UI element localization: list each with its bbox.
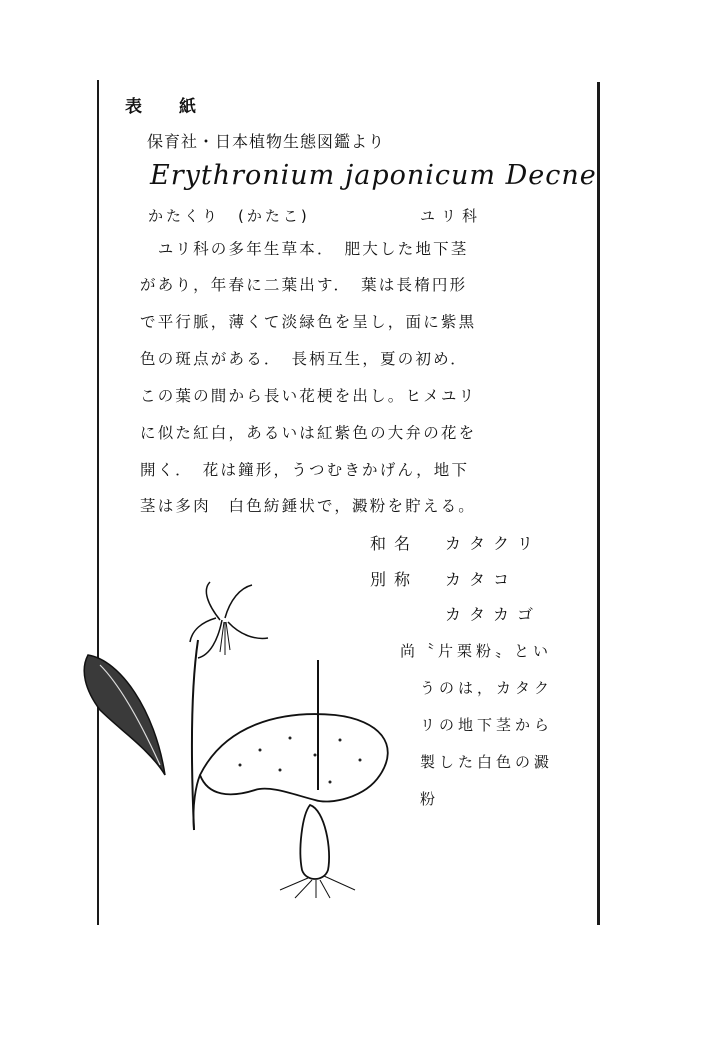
right-margin-rule	[597, 82, 600, 925]
scientific-name: Erythronium japonicum Decne	[150, 160, 597, 191]
betsumei-value-1: カタコ	[445, 570, 518, 589]
dark-leaf	[84, 655, 165, 775]
wamei-value: カタクリ	[445, 534, 542, 553]
description-line: 開く． 花は鐘形，うつむきかげん，地下	[140, 461, 470, 479]
betsumei-value-2: カタカゴ	[445, 605, 542, 624]
wamei-label: 和名	[370, 534, 419, 553]
note-line: リの地下茎から	[420, 716, 554, 734]
note-line: 製した白色の澱	[420, 753, 554, 771]
bulb	[300, 805, 329, 879]
source-citation: 保育社・日本植物生態図鑑より	[147, 132, 386, 151]
flower-icon	[190, 582, 268, 658]
page-heading: 表 紙	[125, 97, 206, 117]
broad-leaf	[200, 714, 388, 801]
description-line: この葉の間から長い花梗を出し。ヒメユリ	[140, 387, 477, 405]
description-line: ユリ科の多年生草本． 肥大した地下茎	[140, 240, 469, 258]
description-line: 茎は多肉 白色紡錘状で，澱粉を貯える。	[140, 497, 476, 515]
description-line: に似た紅白，あるいは紅紫色の大弁の花を	[140, 424, 477, 442]
note-line: 粉	[420, 790, 440, 808]
description-line: で平行脈，薄くて淡緑色を呈し，面に紫黒	[140, 313, 477, 331]
katakuri-illustration	[80, 560, 410, 900]
japanese-name-reading: かたくり (かたこ)	[148, 207, 310, 225]
betsumei-label: 別称	[370, 570, 419, 589]
description-line: があり，年春に二葉出す． 葉は長楕円形	[140, 276, 468, 294]
note-line: 尚〝片栗粉〟とい	[400, 642, 553, 660]
description-line: 色の斑点がある． 長柄互生，夏の初め．	[140, 350, 468, 368]
plant-family: ユリ科	[420, 207, 484, 225]
note-line: うのは，カタク	[420, 679, 554, 697]
